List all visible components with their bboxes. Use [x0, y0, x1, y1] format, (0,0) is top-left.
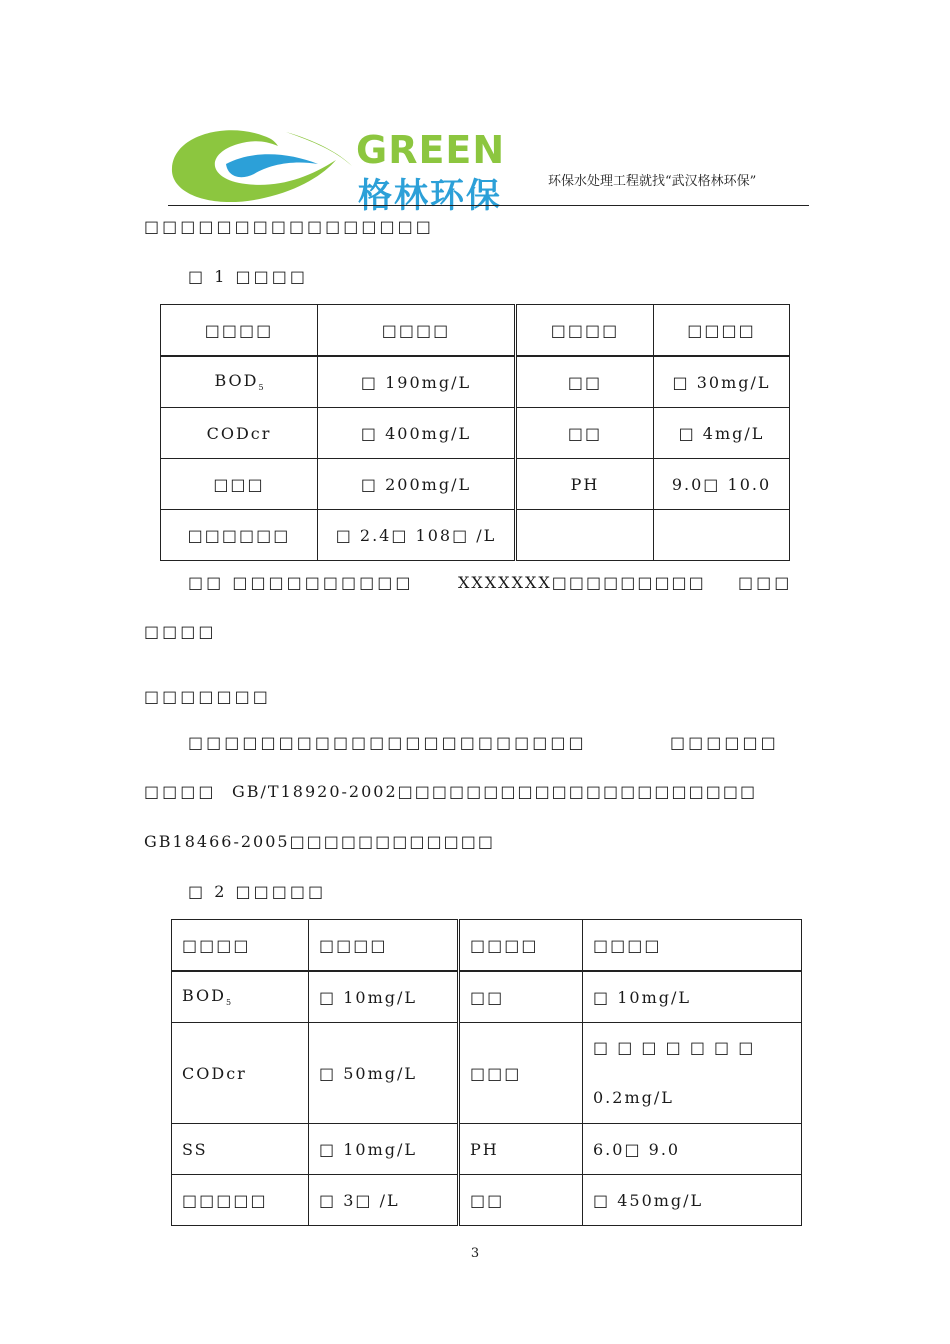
logo-chinese-name: 格林环保 — [358, 176, 502, 216]
table-cell: □□ — [516, 356, 654, 408]
influent-quality-table — [160, 304, 790, 561]
table-cell: □ 30mg/L — [654, 356, 790, 408]
table-row — [161, 408, 790, 459]
subscript: 5 — [226, 998, 232, 1008]
logo-wordmark: GREEN — [356, 128, 506, 172]
paragraph-text: □□□□□□ — [670, 733, 779, 752]
table-cell — [654, 510, 790, 561]
table1-note-wrap: □□□□ — [144, 622, 217, 641]
leaf-logo-icon — [168, 124, 368, 208]
table-cell: □□□ — [459, 1023, 583, 1124]
table-cell: □□ — [459, 1175, 583, 1226]
table-header-row — [172, 920, 802, 972]
table1-note-continued: XXXXXXX□□□□□□□□□ — [458, 573, 706, 592]
table-cell: SS — [172, 1124, 309, 1175]
table-cell — [516, 510, 654, 561]
table-row — [172, 971, 802, 1023]
table-cell: PH — [516, 459, 654, 510]
table-header-row — [161, 305, 790, 357]
table-cell: □ 10mg/L — [583, 971, 802, 1023]
table-cell: □ 4mg/L — [654, 408, 790, 459]
table-cell: □ 10mg/L — [309, 971, 459, 1023]
table-cell: □ 400mg/L — [318, 408, 516, 459]
table-cell: □ 200mg/L — [318, 459, 516, 510]
table1-note: □□ □□□□□□□□□□ — [188, 573, 414, 592]
table-header-cell: □□□□ — [583, 920, 802, 972]
table-row — [161, 459, 790, 510]
table1-note-end: □□□ — [738, 573, 793, 592]
table-header-cell: □□□□ — [161, 305, 318, 357]
table-row — [161, 356, 790, 408]
table-cell: □ 450mg/L — [583, 1175, 802, 1226]
table-row — [172, 1175, 802, 1226]
table-header-cell: □□□□ — [459, 920, 583, 972]
table-cell: □ 190mg/L — [318, 356, 516, 408]
table-row — [172, 1124, 802, 1175]
table-cell: □ 50mg/L — [309, 1023, 459, 1124]
table-header-cell: □□□□ — [309, 920, 459, 972]
table-cell: □ □ □ □ □ □ □ 0.2mg/L — [583, 1023, 802, 1124]
cell-text: BOD — [214, 371, 259, 391]
table-cell: CODcr — [172, 1023, 309, 1124]
table-cell: □□ — [459, 971, 583, 1023]
table-cell: □□□□□□ — [161, 510, 318, 561]
table-cell: □□□ — [161, 459, 318, 510]
effluent-standard-table — [171, 919, 802, 1226]
paragraph-text: GB18466-2005□□□□□□□□□□□□ — [144, 832, 495, 851]
paragraph-text: □□□□ — [144, 782, 217, 801]
table-row — [161, 510, 790, 561]
table-cell — [172, 971, 309, 1023]
table-cell: □ 10mg/L — [309, 1124, 459, 1175]
table1-title: □ 1 □□□□ — [188, 267, 308, 286]
paragraph-text: □□□□□□□□□□□□□□□□□□□□□□ — [188, 733, 587, 752]
table-cell: PH — [459, 1124, 583, 1175]
table-cell: □□□□□ — [172, 1175, 309, 1226]
table-cell: CODcr — [161, 408, 318, 459]
table2-title: □ 2 □□□□□ — [188, 882, 327, 901]
header-slogan: 环保水处理工程就找“武汉格林环保” — [548, 174, 757, 189]
subscript: 5 — [258, 383, 264, 393]
table-header-cell: □□□□ — [516, 305, 654, 357]
table-cell — [161, 356, 318, 408]
table-cell: □ 2.4□ 108□ /L — [318, 510, 516, 561]
table-cell: □□ — [516, 408, 654, 459]
table-cell: □ 3□ /L — [309, 1175, 459, 1226]
paragraph-text: GB/T18920-2002□□□□□□□□□□□□□□□□□□□□□ — [232, 782, 758, 801]
table-header-cell: □□□□ — [654, 305, 790, 357]
table-header-cell: □□□□ — [318, 305, 516, 357]
table-cell: 6.0□ 9.0 — [583, 1124, 802, 1175]
table-header-cell: □□□□ — [172, 920, 309, 972]
text-line: □□□□□□□□□□□□□□□□ — [144, 217, 434, 236]
table-row — [172, 1023, 802, 1124]
cell-text: BOD — [182, 986, 226, 1006]
page-number: 3 — [470, 1246, 480, 1261]
header-divider — [168, 205, 809, 206]
section-heading: □□□□□□□ — [144, 687, 271, 706]
table-cell: 9.0□ 10.0 — [654, 459, 790, 510]
